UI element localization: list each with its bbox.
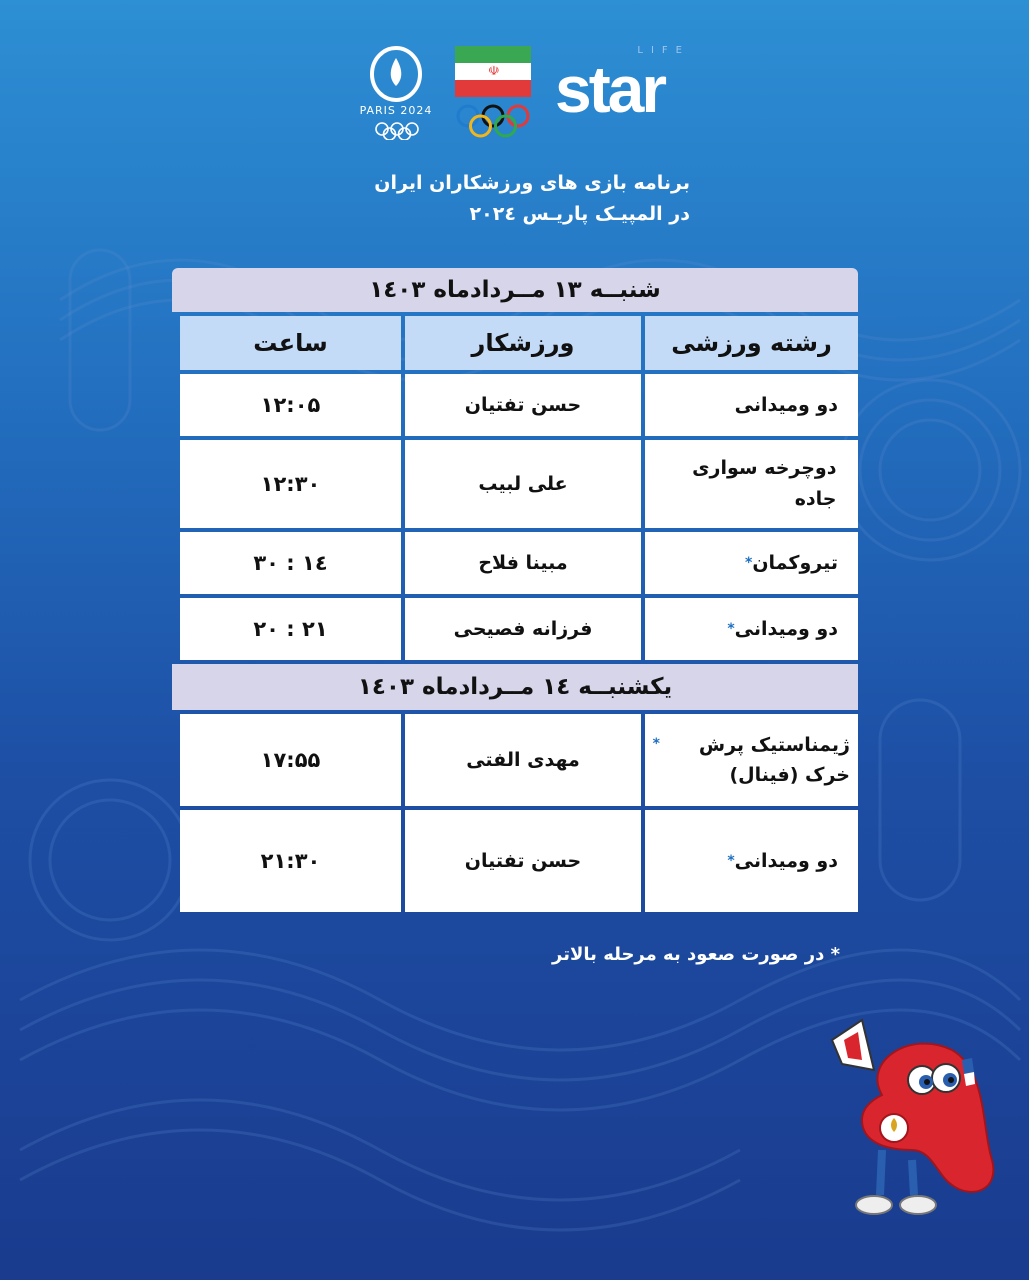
table-row (172, 532, 858, 594)
athlete-cell: حسن تفتیان (405, 810, 641, 912)
time-cell: ۱۲:۰۵ (180, 374, 401, 436)
column-header-time: ساعت (180, 316, 401, 370)
footnote: * در صورت صعود به مرحله بالاتر (552, 944, 840, 965)
life-text: LIFE (637, 45, 690, 56)
table-row (172, 440, 858, 528)
sport-cell-text: دو ومیدانی (734, 850, 838, 872)
sport-cell (645, 532, 858, 594)
day2-header: یکشنبــه ۱٤ مــردادماه ۱٤۰۳ (172, 664, 858, 710)
sport-cell (645, 810, 858, 912)
sport-cell (645, 714, 858, 806)
star-text: star (555, 52, 665, 126)
athlete-cell: حسن تفتیان (405, 374, 641, 436)
table-row (172, 714, 858, 806)
sport-cell (645, 598, 858, 660)
iran-emblem-icon: ☫ (488, 64, 500, 79)
page-title-line2: در المپیـک پاریـس ۲۰۲٤ (469, 203, 690, 225)
paris-2024-logo (352, 44, 440, 144)
olympic-rings-icon (374, 122, 420, 140)
time-cell: ۲۱ : ۲۰ (180, 598, 401, 660)
time-cell: ۱۷:۵۵ (180, 714, 401, 806)
asterisk-icon: * (727, 853, 735, 869)
athlete-cell: فرزانه فصیحی (405, 598, 641, 660)
asterisk-icon: * (652, 736, 660, 752)
schedule-table (172, 268, 858, 912)
time-cell: ۲۱:۳۰ (180, 810, 401, 912)
athlete-cell: مبینا فلاح (405, 532, 641, 594)
star-life-logo (555, 45, 695, 135)
column-header-row (172, 316, 858, 370)
phryge-mascot-icon (822, 1000, 1007, 1230)
table-row (172, 374, 858, 436)
sport-cell-text: ژیمناستیک پرش خرک (فینال) (698, 734, 850, 786)
table-row (172, 598, 858, 660)
sport-cell-text: دو ومیدانی (734, 618, 838, 640)
column-header-sport: رشته ورزشی (645, 316, 858, 370)
athlete-cell: علی لبیب (405, 440, 641, 528)
sport-cell-text: دوچرخه سواری جاده (692, 457, 837, 510)
sport-cell (645, 440, 858, 528)
page-title-line1: برنامه بازی های ورزشکاران ایران (374, 172, 690, 194)
time-cell: ۱۲:۳۰ (180, 440, 401, 528)
asterisk-icon: * (745, 555, 753, 571)
column-header-athlete: ورزشکار (405, 316, 641, 370)
olympic-flame-icon (352, 44, 440, 104)
table-row (172, 810, 858, 912)
asterisk-icon: * (727, 621, 735, 637)
iran-flag (455, 46, 531, 98)
sport-cell-text: تیروکمان (752, 552, 838, 574)
athlete-cell: مهدی الفتی (405, 714, 641, 806)
day1-header: شنبــه ۱۳ مــردادماه ۱٤۰۳ (172, 268, 858, 312)
sport-cell: دو ومیدانی (645, 374, 858, 436)
time-cell: ۱٤ : ۳۰ (180, 532, 401, 594)
olympic-rings-color-icon (455, 104, 531, 140)
paris-2024-text: PARIS 2024 (359, 104, 433, 117)
